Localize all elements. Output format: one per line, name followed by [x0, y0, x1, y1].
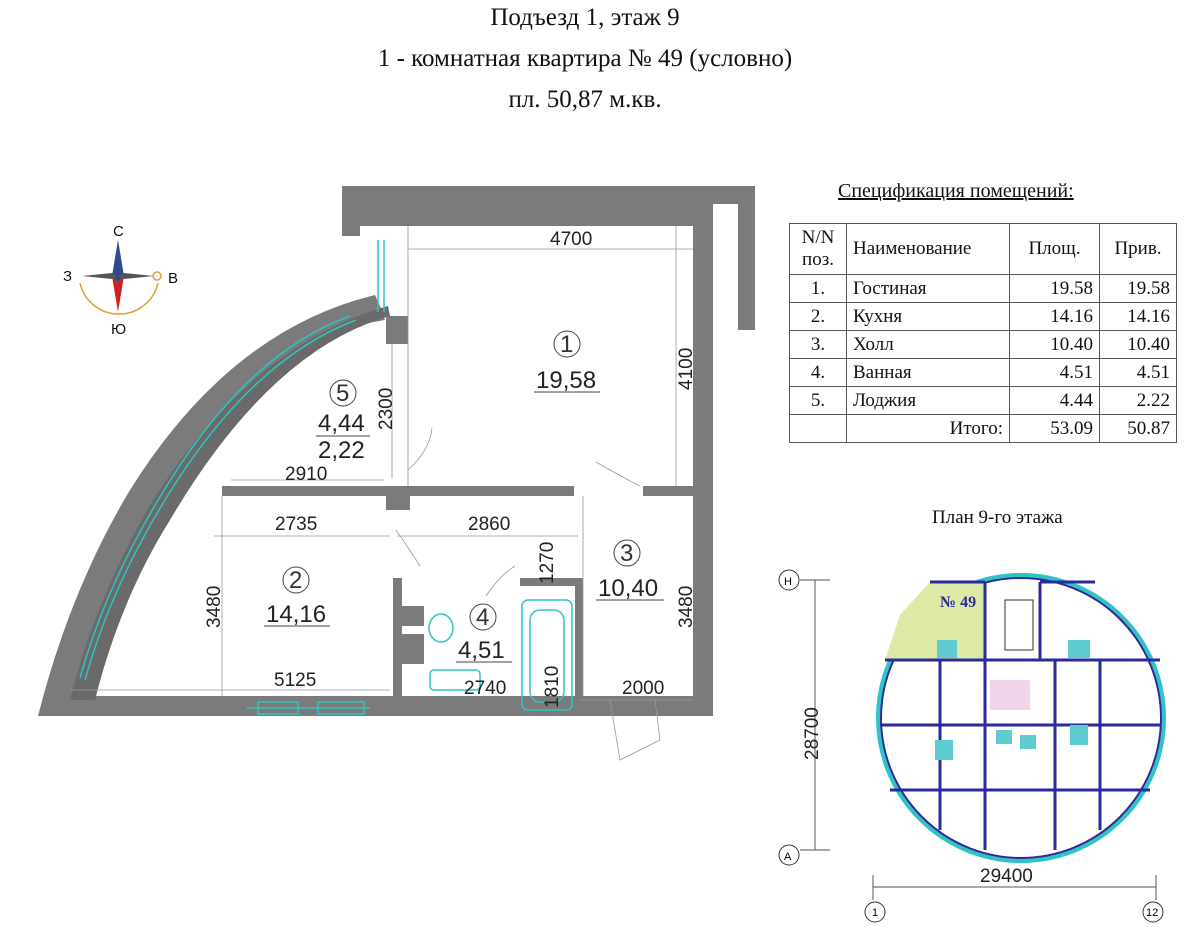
dim-5125: 5125	[274, 670, 317, 691]
apartment-number-label: № 49	[940, 594, 977, 611]
header-line-2: 1 - комнатная квартира № 49 (условно)	[377, 45, 793, 72]
room-1-area: 19,58	[536, 367, 597, 394]
row-area: 14.16	[1010, 303, 1100, 331]
dim-2740: 2740	[464, 678, 507, 699]
floor-plan-minimap	[779, 570, 1164, 922]
room-3-area: 10,40	[598, 575, 659, 602]
row-num: 2.	[790, 303, 847, 331]
header-area: Площ.	[1010, 224, 1100, 275]
dim-4100: 4100	[676, 347, 697, 390]
dim-1810: 1810	[542, 665, 563, 708]
row-area: 19.58	[1010, 275, 1100, 303]
room-2-number: 2	[289, 567, 303, 594]
dim-2300: 2300	[376, 387, 397, 430]
table-row	[790, 303, 1177, 331]
row-num: 1.	[790, 275, 847, 303]
row-name: Гостиная	[847, 275, 1010, 303]
table-total-row	[790, 415, 1177, 443]
sun-icon	[153, 272, 161, 280]
header-line-1: Подъезд 1, этаж 9	[490, 4, 680, 31]
table-row	[790, 275, 1177, 303]
row-num: 4.	[790, 359, 847, 387]
table-row	[790, 359, 1177, 387]
dim-4700: 4700	[550, 229, 593, 250]
room-2-area: 14,16	[266, 601, 327, 628]
row-name: Холл	[847, 331, 1010, 359]
dim-2735: 2735	[275, 514, 318, 535]
compass-north-label: С	[113, 223, 124, 240]
spec-title: Спецификация помещений:	[838, 180, 1074, 202]
row-num: 5.	[790, 387, 847, 415]
axis-right-label: 12	[1146, 907, 1159, 919]
header-num: N/N поз.	[790, 224, 847, 275]
room-5-number: 5	[336, 380, 350, 407]
compass-west-label: З	[63, 268, 73, 285]
total-label: Итого:	[847, 415, 1010, 443]
compass-east-needle	[118, 273, 154, 279]
row-area: 10.40	[1010, 331, 1100, 359]
row-reduced: 4.51	[1100, 359, 1177, 387]
header-name: Наименование	[847, 224, 1010, 275]
total-area: 53.09	[1010, 415, 1100, 443]
table-row	[790, 387, 1177, 415]
dim-2910: 2910	[285, 464, 328, 485]
compass-south-label: Ю	[111, 321, 127, 338]
washbasin-icon	[429, 614, 453, 642]
dim-29400: 29400	[980, 866, 1033, 887]
dim-28700: 28700	[802, 707, 823, 760]
dim-1270: 1270	[537, 541, 558, 584]
row-area: 4.51	[1010, 359, 1100, 387]
row-num: 3.	[790, 331, 847, 359]
row-name: Лоджия	[847, 387, 1010, 415]
table-row	[790, 331, 1177, 359]
room-5-reduced-area: 2,22	[318, 437, 365, 464]
room-labels	[264, 331, 664, 664]
row-name: Ванная	[847, 359, 1010, 387]
header-area-line: пл. 50,87 м.кв.	[508, 86, 662, 113]
compass-east-label: В	[168, 270, 179, 287]
room-5-area: 4,44	[318, 410, 365, 437]
row-reduced: 2.22	[1100, 387, 1177, 415]
room-3-number: 3	[620, 540, 634, 567]
dim-2000: 2000	[622, 678, 665, 699]
dim-3480-left: 3480	[204, 585, 225, 628]
specification-table	[789, 223, 1177, 443]
axis-left-label: 1	[872, 907, 879, 919]
walls	[38, 186, 755, 716]
row-reduced: 19.58	[1100, 275, 1177, 303]
dim-2860: 2860	[468, 514, 511, 535]
row-reduced: 14.16	[1100, 303, 1177, 331]
compass-west-needle	[82, 273, 118, 279]
header-reduced: Прив.	[1100, 224, 1177, 275]
compass	[63, 223, 178, 338]
row-reduced: 10.40	[1100, 331, 1177, 359]
dim-3480-right: 3480	[676, 585, 697, 628]
stairwell-icon	[1005, 600, 1033, 650]
axis-top-label: Н	[784, 576, 792, 588]
row-area: 4.44	[1010, 387, 1100, 415]
total-reduced: 50.87	[1100, 415, 1177, 443]
room-4-number: 4	[476, 604, 490, 631]
table-header-row	[790, 224, 1177, 275]
row-name: Кухня	[847, 303, 1010, 331]
room-1-number: 1	[560, 331, 574, 358]
elevator-icon	[990, 680, 1030, 710]
axis-bottom-label: А	[784, 851, 792, 863]
room-4-area: 4,51	[458, 637, 505, 664]
floor-plan-title: План 9-го этажа	[932, 507, 1063, 528]
